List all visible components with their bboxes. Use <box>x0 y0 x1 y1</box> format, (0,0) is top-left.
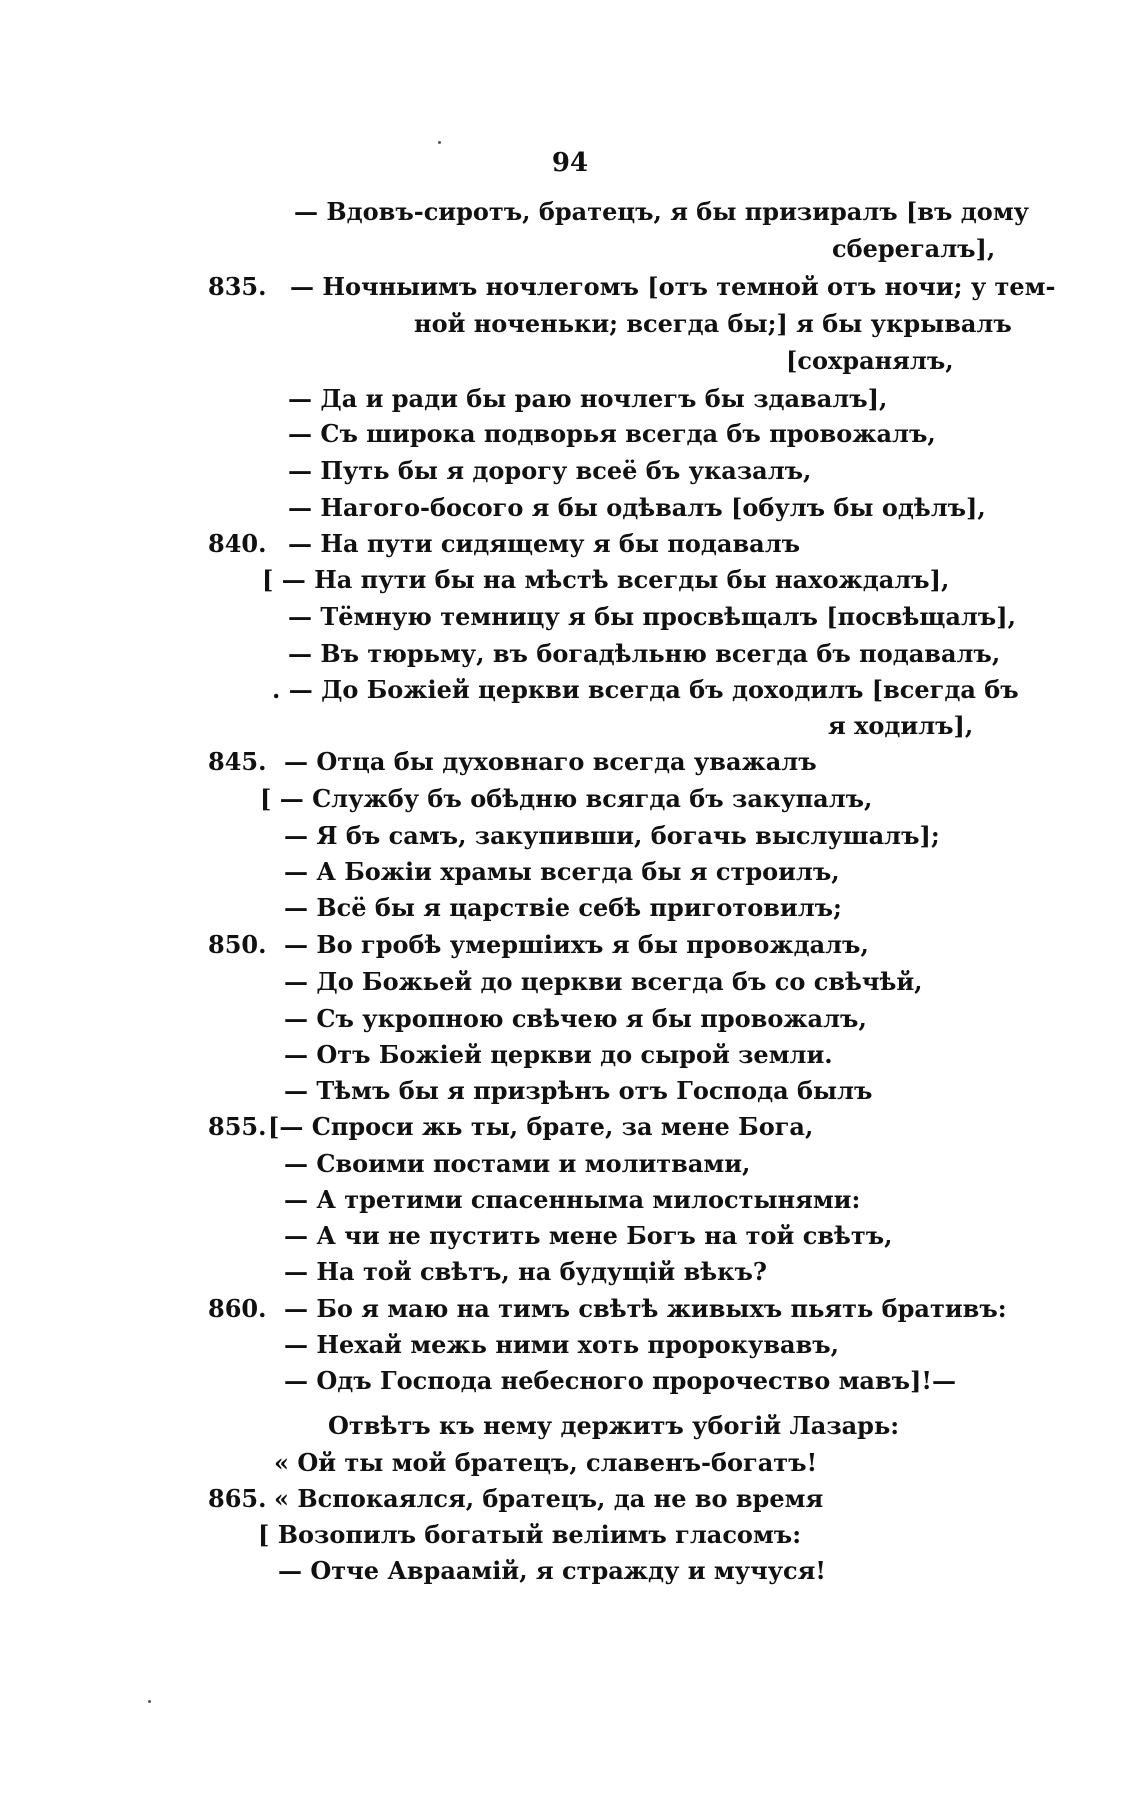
verse-text: — Вдовъ-сиротъ, братецъ, я бы призиралъ [въ дому <box>294 197 1030 226</box>
verse-text: — Тёмную темницу я бы просвѣщалъ [посвѣщалъ], <box>288 602 1016 631</box>
verse-line <box>0 269 1140 305</box>
verse-line <box>0 562 1140 598</box>
heading-text: Отвѣтъ къ нему держитъ убогій Лазарь: <box>328 1411 900 1440</box>
verse-line <box>0 599 1140 635</box>
verse-text: . — До Божіей церкви всегда бъ доходилъ [всегда бъ <box>272 675 1019 704</box>
verse-text: — Своими постами и молитвами, <box>284 1149 751 1178</box>
verse-line <box>0 1254 1140 1290</box>
verse-line <box>0 1073 1140 1109</box>
verse-number: 855. <box>208 1112 267 1141</box>
verse-text: — Отъ Божіей церкви до сырой земли. <box>284 1040 833 1069</box>
verse-line <box>0 1218 1140 1254</box>
verse-line <box>0 1109 1140 1145</box>
verse-line <box>0 526 1140 562</box>
verse-line <box>0 927 1140 963</box>
verse-line <box>0 672 1140 708</box>
verse-number: 845. <box>208 747 267 776</box>
verse-line <box>0 818 1140 854</box>
verse-text: — Нехай межь ними хоть пророкувавъ, <box>284 1330 840 1359</box>
verse-line <box>0 231 1140 267</box>
verse-line <box>0 1363 1140 1399</box>
verse-text: — Нагого-босого я бы одѣвалъ [обулъ бы одѣлъ], <box>288 493 986 522</box>
verse-text: — Въ тюрьму, въ богадѣльню всегда бъ подавалъ, <box>288 639 1001 668</box>
verse-line <box>0 1182 1140 1218</box>
verse-line <box>0 1553 1140 1589</box>
verse-text: — Одъ Господа небесного пророчество мавъ]!— <box>284 1366 956 1395</box>
verse-text: сберегалъ], <box>832 234 996 263</box>
verse-line <box>0 490 1140 526</box>
verse-text: — Я бъ самъ, закупивши, богачь выслушалъ]; <box>284 821 940 850</box>
verse-line <box>0 306 1140 342</box>
verse-line <box>0 708 1140 744</box>
verse-line <box>0 1327 1140 1363</box>
verse-text: [ — Службу бъ обѣдню всягда бъ закупалъ, <box>260 784 873 813</box>
verse-text: — Съ широка подворья всегда бъ провожалъ, <box>288 419 936 448</box>
verse-text: — Во гробѣ умершіихъ я бы провождалъ, <box>284 930 869 959</box>
verse-text: — Ночныимъ ночлегомъ [отъ темной отъ ночи; у тем- <box>290 272 1056 301</box>
verse-text: [ — На пути бы на мѣстѣ всегды бы нахождалъ], <box>262 565 950 594</box>
verse-line <box>0 1001 1140 1037</box>
verse-number: 840. <box>208 529 267 558</box>
verse-text: — Тѣмъ бы я призрѣнъ отъ Господа былъ <box>284 1076 873 1105</box>
verse-number: 835. <box>208 272 267 301</box>
verse-line <box>0 890 1140 926</box>
verse-text: [сохранялъ, <box>786 346 954 375</box>
verse-line <box>0 636 1140 672</box>
verse-line <box>0 1146 1140 1182</box>
verse-text: — На той свѣтъ, на будущій вѣкъ? <box>284 1257 767 1286</box>
verse-text: я ходилъ], <box>828 711 974 740</box>
verse-line <box>0 964 1140 1000</box>
verse-text: [ Возопилъ богатый веліимъ гласомъ: <box>258 1520 802 1549</box>
verse-text: — А Божіи храмы всегда бы я строилъ, <box>284 857 840 886</box>
verse-line <box>0 854 1140 890</box>
verse-text: — Всё бы я царствіе себѣ приготовилъ; <box>284 893 842 922</box>
verse-line <box>0 1037 1140 1073</box>
page-number: 94 <box>551 148 589 178</box>
verse-line <box>0 744 1140 780</box>
verse-line <box>0 1481 1140 1517</box>
verse-line <box>0 343 1140 379</box>
verse-text: — Съ укропною свѣчею я бы провожалъ, <box>284 1004 867 1033</box>
stray-dot-bottom <box>148 1700 151 1703</box>
verse-text: — А третими спасенныма милостынями: <box>284 1185 861 1214</box>
verse-line <box>0 381 1140 417</box>
verse-number: 865. <box>208 1484 267 1513</box>
verse-line <box>0 194 1140 230</box>
verse-text: — Да и ради бы раю ночлегъ бы здавалъ], <box>288 384 888 413</box>
verse-text: — До Божьей до церкви всегда бъ со свѣчѣй, <box>284 967 923 996</box>
verse-line <box>0 1445 1140 1481</box>
stray-dot-top <box>438 141 441 144</box>
speaker-heading <box>0 1408 1140 1444</box>
verse-line <box>0 1291 1140 1327</box>
verse-number: 850. <box>208 930 267 959</box>
verse-text: — Бо я маю на тимъ свѣтѣ живыхъ пьять бративъ: <box>284 1294 1007 1323</box>
verse-text: — На пути сидящему я бы подавалъ <box>288 529 801 558</box>
verse-line <box>0 416 1140 452</box>
verse-text: — Путь бы я дорогу всеё бъ указалъ, <box>288 456 812 485</box>
verse-text: [— Спроси жь ты, брате, за мене Бога, <box>268 1112 814 1141</box>
verse-line <box>0 453 1140 489</box>
verse-line <box>0 1517 1140 1553</box>
verse-number: 860. <box>208 1294 267 1323</box>
verse-text: « Вспокаялся, братецъ, да не во время <box>274 1484 824 1513</box>
verse-text: « Ой ты мой братецъ, славенъ-богатъ! <box>274 1448 818 1477</box>
verse-line <box>0 781 1140 817</box>
verse-text: — Отче Авраамій, я стражду и мучуся! <box>278 1556 826 1585</box>
verse-text: ной ноченьки; всегда бы;] я бы укрывалъ <box>414 309 1012 338</box>
verse-text: — А чи не пустить мене Богъ на той свѣтъ, <box>284 1221 893 1250</box>
verse-text: — Отца бы духовнаго всегда уважалъ <box>284 747 817 776</box>
